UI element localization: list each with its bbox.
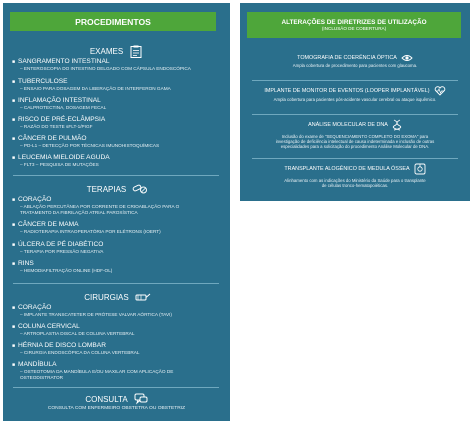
bullet: ■ bbox=[12, 242, 16, 248]
exame-item bbox=[12, 58, 222, 72]
cirurgia-detail: – ARTROPLASTIA DISCAL DE COLUNA VERTEBRAL bbox=[20, 331, 135, 336]
terapia-detail: TRATAMENTO DA FIBRILAÇÃO ATRIAL PAROXÍSTICA bbox=[20, 209, 138, 215]
cirurgia-detail: – CIRURGIA ENDOSCÓPICA DA COLUNA VERTEBRAL bbox=[20, 350, 140, 355]
heartbeat-icon bbox=[434, 86, 446, 96]
terapia-detail: – ABLAÇÃO PERCUTÂNEA POR CORRENTE DE CRIOABLAÇÃO PARA O bbox=[20, 204, 180, 209]
item-divider bbox=[252, 158, 458, 159]
consulta-title: CONSULTA bbox=[85, 394, 128, 404]
description-line: Alinhamento com as indicações do Ministério da Saúde para o transplante bbox=[284, 178, 426, 183]
diretriz-title: TRANSPLANTE ALOGÊNICO DE MEDULA ÓSSEA bbox=[284, 166, 410, 172]
diretrizes-header-subtitle: (INCLUSÃO DE COBERTURA) bbox=[321, 26, 387, 32]
terapia-item bbox=[12, 260, 222, 274]
exame-name: RISCO DE PRÉ-ECLÂMPSIA bbox=[18, 116, 106, 123]
cirurgia-item bbox=[12, 304, 222, 318]
terapia-name: RINS bbox=[18, 260, 34, 267]
exame-item bbox=[12, 116, 222, 130]
diretriz-item bbox=[240, 119, 470, 150]
diretriz-title: TOMOGRAFIA DE COERÊNCIA ÓPTICA bbox=[297, 55, 397, 61]
pills-icon bbox=[132, 183, 146, 195]
terapia-name: CÂNCER DE MAMA bbox=[18, 221, 79, 228]
terapias-section-title bbox=[3, 183, 230, 195]
description-line: especialidades para a solicitação do procedimento Análise Molecular de DNA. bbox=[280, 144, 430, 150]
bullet: ■ bbox=[12, 343, 16, 349]
cirurgia-item bbox=[12, 342, 222, 356]
bullet: ■ bbox=[12, 98, 16, 104]
description-line: investigação de deficiência intelectual de causa indeterminada e inclusão de outras bbox=[275, 139, 435, 145]
chat-icon bbox=[134, 393, 148, 405]
bullet: ■ bbox=[12, 79, 16, 85]
cirurgia-name: MANDÍBULA bbox=[18, 361, 57, 368]
diretrizes-header bbox=[247, 12, 461, 38]
cirurgia-detail: – OSTEOTOMIA DA MANDÍBULA E/OU MAXILAR COM APLICAÇÃO DE bbox=[20, 369, 174, 374]
diretriz-item bbox=[240, 54, 470, 68]
bullet: ■ bbox=[12, 197, 16, 203]
transplant-icon bbox=[414, 163, 426, 175]
terapia-detail: – TERAPIA POR PRESSÃO NEGATIVA bbox=[20, 249, 104, 254]
diretriz-title: ANÁLISE MOLECULAR DE DNA bbox=[308, 122, 388, 128]
dna-icon bbox=[392, 119, 402, 131]
exame-detail: – ENSAIO PARA DOSAGEM DA LIBERAÇÃO DE INTERFERON GAMA bbox=[20, 86, 171, 91]
exame-name: CÂNCER DE PULMÃO bbox=[18, 135, 87, 142]
exame-detail: – ENTEROSCOPIA DO INTESTINO DELGADO COM CÁPSULA ENDOSCÓPICA bbox=[20, 66, 191, 71]
section-divider bbox=[13, 283, 219, 284]
bullet: ■ bbox=[12, 222, 16, 228]
exame-detail: – CALPROTECTINA, DOSAGEM FECAL bbox=[20, 105, 107, 110]
bullet: ■ bbox=[12, 324, 16, 330]
section-divider bbox=[13, 387, 219, 388]
diretriz-description bbox=[240, 131, 470, 150]
cirurgias-title: CIRURGIAS bbox=[84, 292, 129, 302]
bullet: ■ bbox=[12, 59, 16, 65]
diretriz-description: Ampla cobertura para pacientes pós-acidente vascular cerebral ou ataque isquêmico. bbox=[273, 97, 437, 102]
procedimentos-header: PROCEDIMENTOS bbox=[10, 12, 216, 31]
description-line: Inclusão do exame de "SEQUENCIAMENTO COMPLETO DO EXOMA" para bbox=[281, 134, 429, 139]
exame-name: SANGRAMENTO INTESTINAL bbox=[18, 58, 110, 65]
cirurgias-section-title bbox=[3, 291, 230, 303]
cirurgia-name: HÉRNIA DE DISCO LOMBAR bbox=[18, 342, 106, 349]
exame-item bbox=[12, 135, 222, 149]
diretriz-item bbox=[240, 86, 470, 102]
terapia-item bbox=[12, 221, 222, 235]
bullet: ■ bbox=[12, 136, 16, 142]
eye-icon bbox=[401, 54, 413, 62]
terapia-name: CORAÇÃO bbox=[18, 196, 52, 203]
section-divider bbox=[13, 175, 219, 176]
terapia-detail: – HEMODIAFILTRAÇÃO ONLINE (HDF-OL) bbox=[20, 268, 113, 273]
consulta-detail: CONSULTA COM ENFERMEIRO OBSTETRA OU OBSTETRIZ bbox=[47, 406, 186, 411]
diretrizes-panel bbox=[240, 3, 470, 201]
diretriz-item bbox=[240, 163, 470, 188]
exame-detail: – RAZÃO DO TESTE sFLT-1/PIGF bbox=[20, 124, 93, 129]
bullet: ■ bbox=[12, 155, 16, 161]
exame-detail: – PD-L1 – DETECÇÃO POR TÉCNICAS IMUNOHISTOQUÍMICAS bbox=[20, 143, 160, 148]
cirurgia-name: COLUNA CERVICAL bbox=[18, 323, 80, 330]
diretrizes-header-title: ALTERAÇÕES DE DIRETRIZES DE UTILIZAÇÃO bbox=[281, 18, 427, 26]
cirurgia-item bbox=[12, 361, 222, 380]
cirurgia-detail: OSTEODISTRATOR bbox=[20, 374, 64, 380]
bullet: ■ bbox=[12, 261, 16, 267]
exame-item bbox=[12, 78, 222, 92]
bullet: ■ bbox=[12, 117, 16, 123]
description-line: de células tronco-hematopoiéticas. bbox=[321, 183, 389, 189]
terapia-item bbox=[12, 241, 222, 255]
exame-name: INFLAMAÇÃO INTESTINAL bbox=[18, 97, 101, 104]
terapia-name: ÚLCERA DE PÉ DIABÉTICO bbox=[18, 241, 104, 248]
cirurgia-name: CORAÇÃO bbox=[18, 304, 52, 311]
cirurgia-item bbox=[12, 323, 222, 337]
item-divider bbox=[252, 114, 458, 115]
diretriz-title: IMPLANTE DE MONITOR DE EVENTOS (LOOPER IMPLANTÁVEL) bbox=[264, 88, 430, 94]
procedimentos-panel bbox=[3, 3, 230, 421]
clipboard-icon bbox=[129, 45, 143, 57]
bullet: ■ bbox=[12, 362, 16, 368]
diretriz-description: Ampla cobertura de procedimento para pacientes com glaucoma. bbox=[292, 63, 418, 68]
exames-section-title bbox=[3, 45, 230, 57]
terapia-detail: – RADIOTERAPIA INTRAOPERATÓRIA POR ELÉTRONS (IOERT) bbox=[20, 229, 161, 234]
exame-detail: – FLT3 – PESQUISA DE MUTAÇÕES bbox=[20, 162, 99, 167]
exame-item bbox=[12, 154, 222, 168]
surgery-icon bbox=[135, 291, 149, 303]
bullet: ■ bbox=[12, 305, 16, 311]
exame-item bbox=[12, 97, 222, 111]
exame-name: LEUCEMIA MIELOIDE AGUDA bbox=[18, 154, 110, 161]
terapias-title: TERAPIAS bbox=[86, 184, 127, 194]
cirurgia-detail: – IMPLANTE TRANSCATETER DE PRÓTESE VALVAR AÓRTICA (TAVI) bbox=[20, 312, 172, 317]
diretriz-description bbox=[240, 175, 470, 188]
consulta-section-title bbox=[3, 393, 230, 405]
item-divider bbox=[252, 80, 458, 81]
terapia-item bbox=[12, 196, 222, 215]
exame-name: TUBERCULOSE bbox=[18, 78, 68, 85]
exames-title: EXAMES bbox=[89, 46, 124, 56]
